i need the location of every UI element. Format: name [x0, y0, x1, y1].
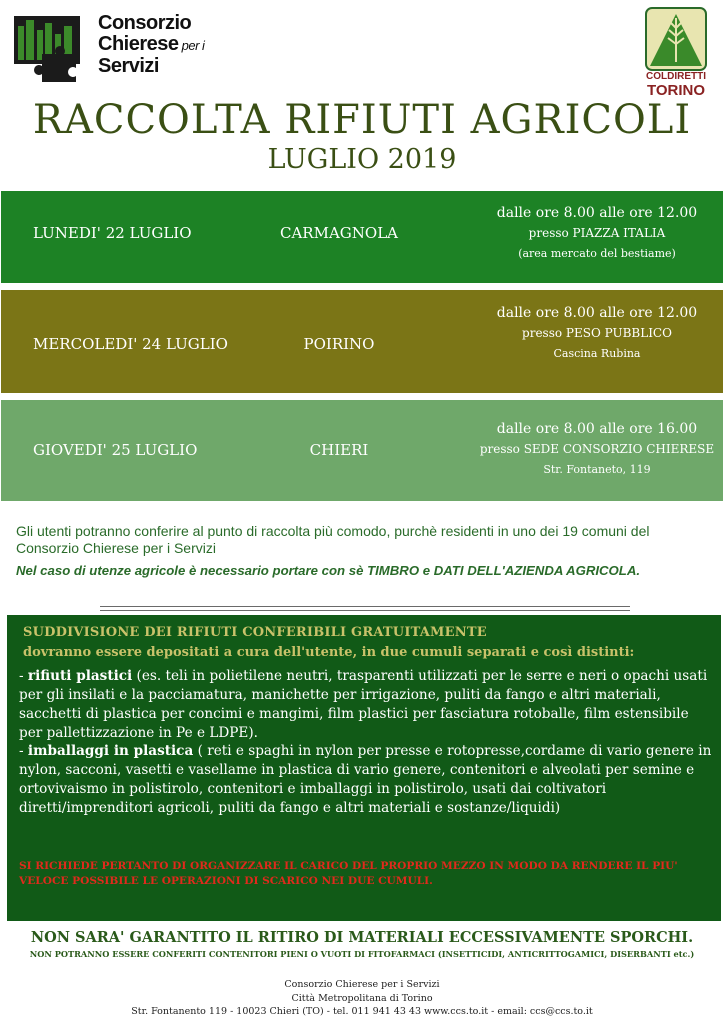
coldiretti-logo-text: [636, 70, 716, 98]
box-heading: SUDDIVISIONE DEI RIFIUTI CONFERIBILI GRATUITAMENTE: [23, 625, 487, 640]
plastic-waste-label: rifiuti plastici: [27, 668, 133, 684]
coldiretti-name: COLDIRETTI: [646, 71, 706, 82]
schedule-info: [479, 421, 715, 476]
schedule-hours: dalle ore 8.00 alle ore 12.00: [496, 305, 698, 321]
schedule-city: CARMAGNOLA: [280, 224, 398, 242]
schedule-detail: (area mercato del bestiame): [518, 247, 676, 260]
page-subtitle: LUGLIO 2019: [267, 144, 457, 175]
coldiretti-city: TORINO: [646, 82, 706, 99]
plastic-waste-text: (es. teli in polietilene neutri, trasparenti utilizzati per le serre e neri o opachi usati per gli insilati e la pacciamatura, manichette per irrigazione, puliti da fango e altri materiali, sacchetti di plastica per concimi e mangimi, film plastici per fasciatura rotoballe, film estensibile per pallettizzazione in Pe e LDPE).: [19, 668, 708, 741]
dirty-materials-warning: NON SARA' GARANTITO IL RITIRO DI MATERIALI ECCESSIVAMENTE SPORCHI.: [30, 929, 694, 946]
schedule-city: CHIERI: [309, 441, 369, 459]
schedule-row-2: [1, 290, 723, 393]
logo-line1: Consorzio: [98, 12, 192, 34]
logo-line3: Servizi: [98, 55, 159, 77]
schedule-row-3: [1, 400, 723, 501]
schedule-day: LUNEDI' 22 LUGLIO: [33, 224, 192, 242]
footer-city: Città Metropolitana di Torino: [291, 993, 433, 1004]
waste-categories-box: [7, 615, 721, 921]
consorzio-logo-icon: [12, 14, 82, 84]
schedule-hours: dalle ore 8.00 alle ore 12.00: [496, 205, 698, 221]
pesticide-containers-note: NON POTRANNO ESSERE CONFERITI CONTENITORI PIENI O VUOTI DI FITOFARMACI (INSETTICIDI, ANTICRITTOGAMICI, DISERBANTI etc.): [29, 949, 695, 959]
footer-org: Consorzio Chierese per i Servizi: [284, 979, 440, 990]
schedule-hours: dalle ore 8.00 alle ore 16.00: [496, 421, 698, 437]
plastic-waste-item: - rifiuti plastici (es. teli in polietilene neutri, trasparenti utilizzati per le serre e neri o opachi usati per gli insilati e la pacciamatura, manichette per irrigazione, puliti da fango e altri materiali, sacchetti di plastica per concimi e mangimi, film plastici per fasciatura rotoballe, film estensibile per pallettizzazione in Pe e LDPE).: [19, 668, 708, 741]
plastic-packaging-item: - imballaggi in plastica ( reti e spaghi in nylon per presse e rotopresse,cordame di vario genere in nylon, sacconi, vasetti e vasellame in plastica di vario genere, contenitori e alveolati per semine e ortovivaismo in polistirolo, contenitori e imballaggi in polistirolo, usati dai coltivatori diretti/imprenditori agricoli, puliti da fango e altri materiali e sostanze/liquidi): [19, 743, 712, 816]
schedule-info: [479, 205, 715, 260]
page-title: RACCOLTA RIFIUTI AGRICOLI: [32, 97, 692, 143]
schedule-row-1: [1, 191, 723, 283]
schedule-city: POIRINO: [303, 335, 375, 353]
schedule-day: MERCOLEDI' 24 LUGLIO: [33, 335, 228, 353]
divider: [100, 606, 630, 611]
logo-line2-per: per i: [178, 38, 205, 53]
logo-line2: Chierese: [98, 33, 179, 55]
schedule-day: GIOVEDI' 25 LUGLIO: [33, 441, 198, 459]
footer-contacts: Str. Fontanento 119 - 10023 Chieri (TO) - tel. 011 941 43 43 www.ccs.to.it - email: ccs@ccs.to.it: [131, 1006, 593, 1017]
residency-note: Gli utenti potranno conferire al punto di raccolta più comodo, purchè residenti in uno dei 19 comuni del Consorzio Chierese per i Servizi: [16, 523, 650, 556]
schedule-detail: Cascina Rubina: [553, 347, 641, 360]
consorzio-logo-text: [98, 13, 248, 77]
plastic-packaging-label: imballaggi in plastica: [27, 743, 194, 759]
loading-warning: SI RICHIEDE PERTANTO DI ORGANIZZARE IL CARICO DEL PROPRIO MEZZO IN MODO DA RENDERE IL PIU' VELOCE POSSIBILE LE OPERAZIONI DI SCARICO NEI DUE CUMULI.: [19, 860, 678, 887]
schedule-detail: Str. Fontaneto, 119: [543, 463, 651, 476]
plastic-packaging-text: ( reti e spaghi in nylon per presse e rotopresse,cordame di vario genere in nylon, sacconi, vasetti e vasellame in plastica di vario genere, contenitori e alveolati per semine e ortovivaismo in polistirolo, contenitori e imballaggi in polistirolo, usati dai coltivatori diretti/imprenditori agricoli, puliti da fango e altri materiali e sostanze/liquidi): [19, 743, 712, 816]
agricultural-note: Nel caso di utenze agricole è necessario portare con sè TIMBRO e DATI DELL'AZIENDA AGRICOLA.: [16, 563, 641, 578]
schedule-info: [479, 305, 715, 360]
schedule-place: presso PIAZZA ITALIA: [528, 226, 666, 240]
schedule-place: presso PESO PUBBLICO: [522, 326, 672, 340]
schedule-place: presso SEDE CONSORZIO CHIERESE: [479, 442, 715, 456]
box-subheading: dovranno essere depositati a cura dell'utente, in due cumuli separati e così distinti:: [23, 645, 635, 660]
